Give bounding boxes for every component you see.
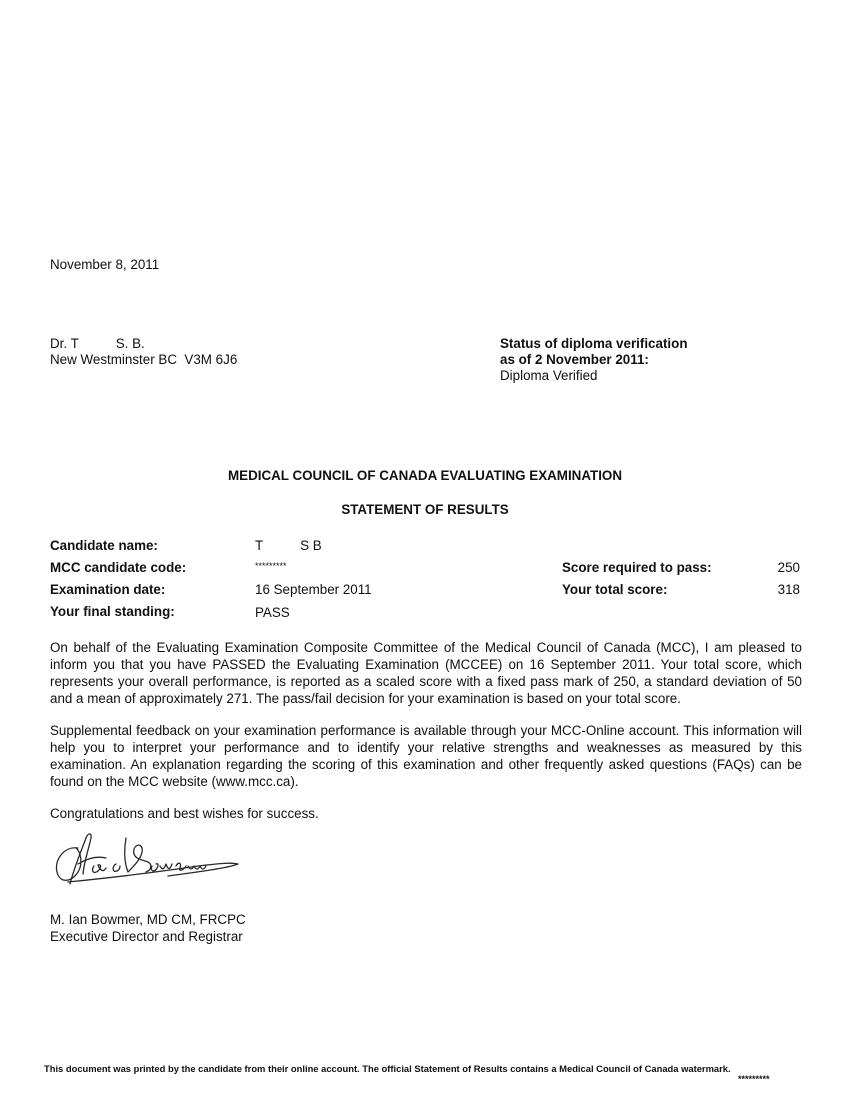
score-required-value: 250 (777, 560, 800, 575)
verification-block (500, 336, 688, 384)
signatory-block (50, 911, 246, 945)
paragraph-feedback: Supplemental feedback on your examination performance is available through your MCC-Online account. This information will help you to interpret your performance and to identify your relative strengths and weaknesses as measured by this examination. An explanation regarding the scoring of this examination and other frequently asked questions (FAQs) can be found on the MCC website (www.mcc.ca). (50, 723, 802, 789)
paragraph-congratulations: Congratulations and best wishes for success. (50, 806, 319, 821)
final-standing-label: Your final standing: (50, 604, 175, 619)
footer-note: This document was printed by the candidate from their online account. The official Statement of Results contains a Medical Council of Canada watermark. (44, 1063, 731, 1074)
signatory-name: M. Ian Bowmer, MD CM, FRCPC (50, 912, 246, 927)
candidate-name-value: T S B (255, 538, 322, 553)
total-score-value: 318 (777, 582, 800, 597)
document-subtitle: STATEMENT OF RESULTS (341, 502, 509, 517)
recipient-address: New Westminster BC V3M 6J6 (50, 352, 238, 367)
verification-heading-line1: Status of diploma verification (500, 336, 688, 351)
total-score-label: Your total score: (562, 582, 668, 597)
recipient-name: Dr. T S. B. (50, 336, 145, 351)
signature-image (48, 826, 243, 890)
recipient-block (50, 336, 237, 368)
candidate-code-value: ********* (255, 561, 287, 571)
score-required-label: Score required to pass: (562, 560, 712, 575)
exam-date-value: 16 September 2011 (255, 582, 372, 597)
final-standing-value: PASS (255, 605, 290, 620)
candidate-code-label: MCC candidate code: (50, 560, 187, 575)
exam-date-label: Examination date: (50, 582, 166, 597)
verification-heading-line2: as of 2 November 2011: (500, 352, 649, 367)
signatory-title: Executive Director and Registrar (50, 929, 243, 944)
document-title: MEDICAL COUNCIL OF CANADA EVALUATING EXAMINATION (227, 468, 623, 483)
verification-status: Diploma Verified (500, 368, 598, 383)
paragraph-results: On behalf of the Evaluating Examination Composite Committee of the Medical Council of Canada (MCC), I am pleased to inform you that you have PASSED the Evaluating Examination (MCCEE) on 16 September 2011. Your total score, which represents your overall performance, is reported as a scaled score with a fixed pass mark of 250, a standard deviation of 50 and a mean of approximately 271. The pass/fail decision for your examination is based on your total score. (50, 640, 802, 706)
footer-code: ********* (738, 1074, 770, 1084)
candidate-name-label: Candidate name: (50, 538, 158, 553)
letter-date: November 8, 2011 (50, 257, 160, 272)
